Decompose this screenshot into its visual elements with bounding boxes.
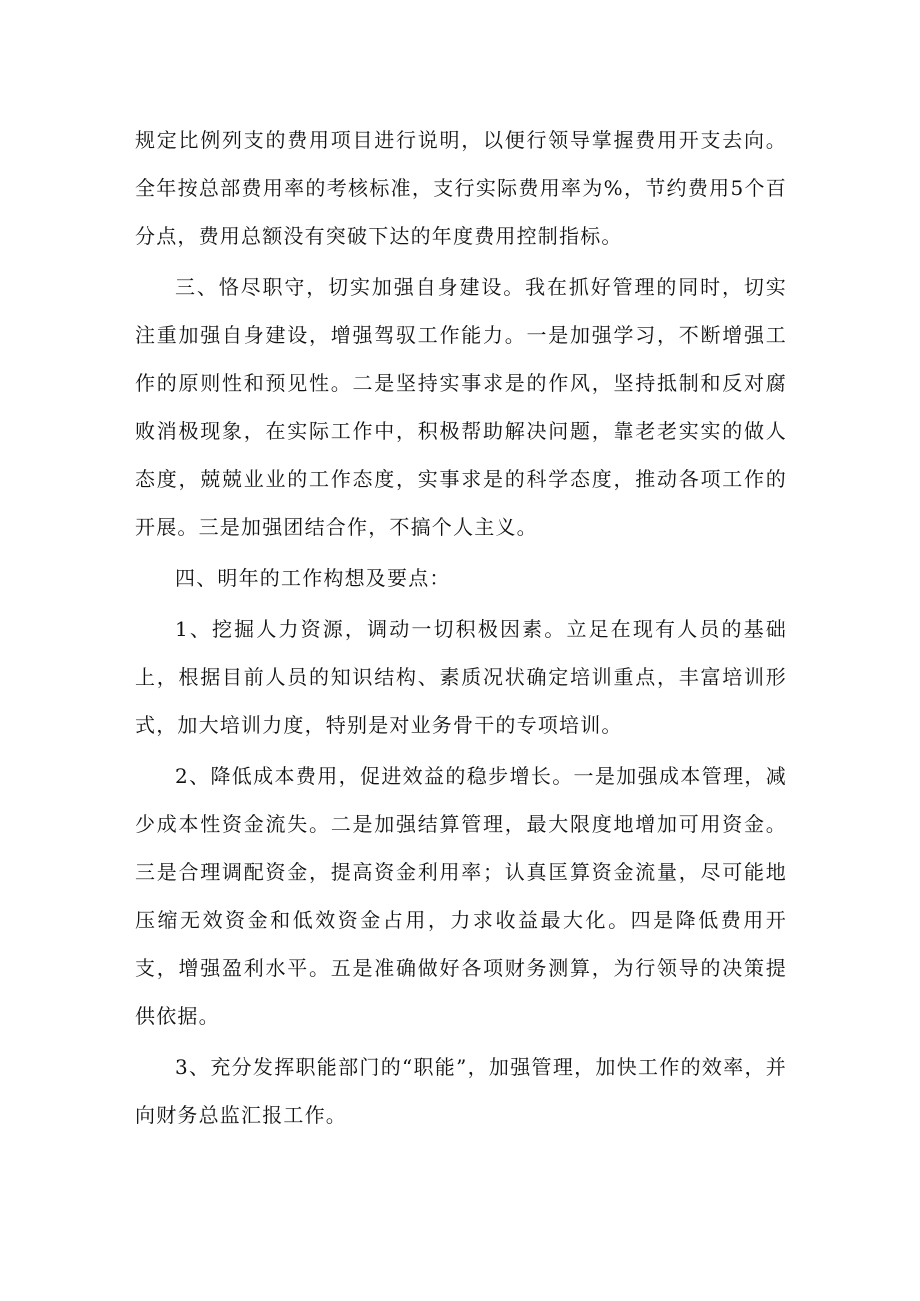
heading-next-year-plan: 四、明年的工作构想及要点： <box>175 566 451 590</box>
paragraph-expense-summary: 规定比例列支的费用项目进行说明，以便行领导掌握费用开支去向。全年按总部费用率的考核标准，支行实际费用率为%，节约费用5个百分点，费用总额没有突破下达的年度费用控制指标。 <box>135 128 787 248</box>
paragraph-point-2: 2、降低成本费用，促进效益的稳步增长。一是加强成本管理，减少成本性资金流失。二是加强结算管理，最大限度地增加可用资金。三是合理调配资金，提高资金利用率；认真匡算资金流量，尽可能地压缩无效资金和低效资金占用，力求收益最大化。四是降低费用开支，增强盈利水平。五是准确做好各项财务测算，为行领导的决策提供依据。 <box>135 764 787 1028</box>
paragraph-self-construction: 三、恪尽职守，切实加强自身建设。我在抓好管理的同时，切实注重加强自身建设，增强驾驭工作能力。一是加强学习，不断增强工作的原则性和预见性。二是坚持实事求是的作风，坚持抵制和反对腐败消极现象，在实际工作中，积极帮助解决问题，靠老老实实的做人态度，兢兢业业的工作态度，实事求是的科学态度，推动各项工作的开展。三是加强团结合作，不搞个人主义。 <box>135 275 787 539</box>
document-body <box>135 116 787 1139</box>
paragraph-point-1: 1、挖掘人力资源，调动一切积极因素。立足在现有人员的基础上，根据目前人员的知识结构、素质况状确定培训重点，丰富培训形式，加大培训力度，特别是对业务骨干的专项培训。 <box>135 617 787 737</box>
paragraph-point-3: 3、充分发挥职能部门的“职能”，加强管理，加快工作的效率，并向财务总监汇报工作。 <box>135 1055 787 1127</box>
